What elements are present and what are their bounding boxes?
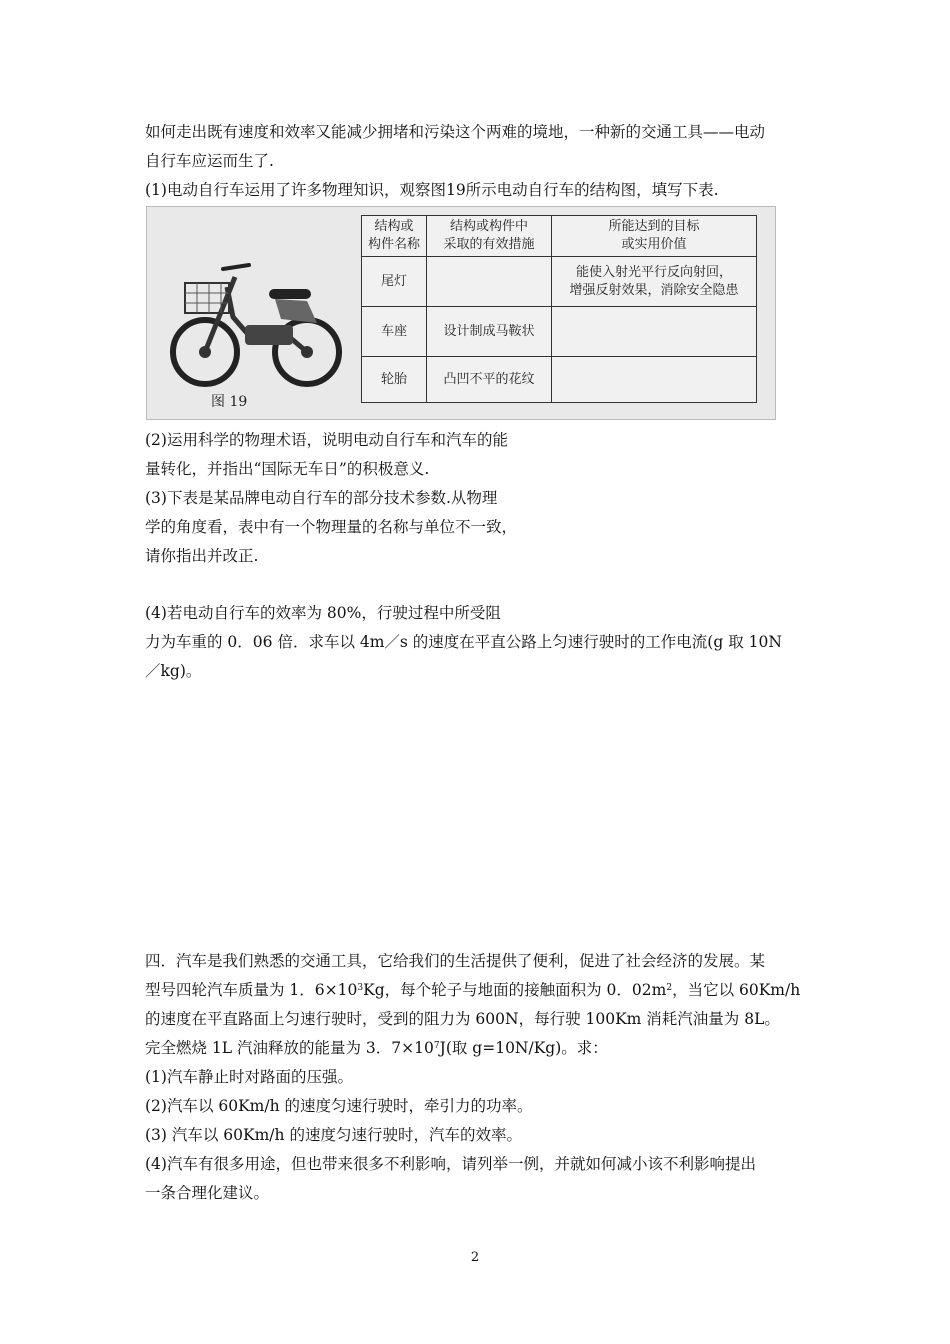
part4-line-3: 的速度在平直路面上匀速行驶时，受到的阻力为 600N，每行驶 100Km 消耗汽油量为 8L。 [145,1010,780,1028]
table-cell: 轮胎 [362,357,427,403]
table-cell [552,307,757,357]
table-header: 结构或 构件名称 [362,216,427,257]
question-3-line-1: (3)下表是某品牌电动自行车的部分技术参数.从物理 [145,489,498,507]
part4-line-1: 四．汽车是我们熟悉的交通工具，它给我们的生活提供了便利，促进了社会经济的发展。某 [145,952,766,970]
intro-line-1: 如何走出既有速度和效率又能减少拥堵和污染这个两难的境地，一种新的交通工具——电动 [145,123,766,141]
table-header: 所能达到的目标 或实用价值 [552,216,757,257]
question-1: (1)电动自行车运用了许多物理知识，观察图19所示电动自行车的结构图，填写下表. [145,181,719,199]
question-4-line-2: 力为车重的 0．06 倍．求车以 4m／s 的速度在平直公路上匀速行驶时的工作电流(g 取 10N [145,633,782,651]
question-4-line-3: ／kg)。 [145,662,202,680]
question-2-line-2: 量转化，并指出“国际无车日”的积极意义. [145,460,430,478]
part4-line-4: 完全燃烧 1L 汽油释放的能量为 3．$7\times 10^7J$(取 g=10N/Kg)。求： [145,1039,608,1057]
table-cell: 凸凹不平的花纹 [427,357,552,403]
part4-question-2: (2)汽车以 60Km/h 的速度匀速行驶时，牵引力的功率。 [145,1097,533,1115]
part4-line-2: 型号四轮汽车质量为 1．$6\times 10^3Kg$，每个轮子与地面的接触面积为 0．$02m^2$，当它以 60Km/h [145,981,801,999]
figure-caption: 图 19 [211,394,248,410]
table-cell [552,357,757,403]
part4-question-1: (1)汽车静止时对路面的压强。 [145,1068,353,1086]
table-cell [427,257,552,307]
electric-bicycle-illustration [157,247,357,397]
question-2-line-1: (2)运用科学的物理术语，说明电动自行车和汽车的能 [145,431,508,449]
table-header: 结构或构件中 采取的有效措施 [427,216,552,257]
part4-question-4-line-1: (4)汽车有很多用途，但也带来很多不利影响，请列举一例，并就如何减小该不利影响提出 [145,1155,756,1173]
question-3-line-2: 学的角度看，表中有一个物理量的名称与单位不一致， [145,518,518,536]
table-cell: 设计制成马鞍状 [427,307,552,357]
part4-question-4-line-2: 一条合理化建议。 [145,1184,270,1202]
table-header-row [362,216,757,257]
table-cell: 车座 [362,307,427,357]
table-row [362,257,757,307]
intro-line-2: 自行车应运而生了. [145,152,274,170]
question-4-line-1: (4)若电动自行车的效率为 80%，行驶过程中所受阻 [145,604,501,622]
question-3-line-3: 请你指出并改正. [145,547,259,565]
table-cell: 能使入射光平行反向射回， 增强反射效果，消除安全隐患 [552,257,757,307]
structure-table [361,215,757,403]
table-row [362,357,757,403]
figure-19 [146,206,776,420]
page-number: 2 [470,1250,480,1265]
table-row [362,307,757,357]
table-cell: 尾灯 [362,257,427,307]
part4-question-3: (3) 汽车以 60Km/h 的速度匀速行驶时，汽车的效率。 [145,1126,522,1144]
